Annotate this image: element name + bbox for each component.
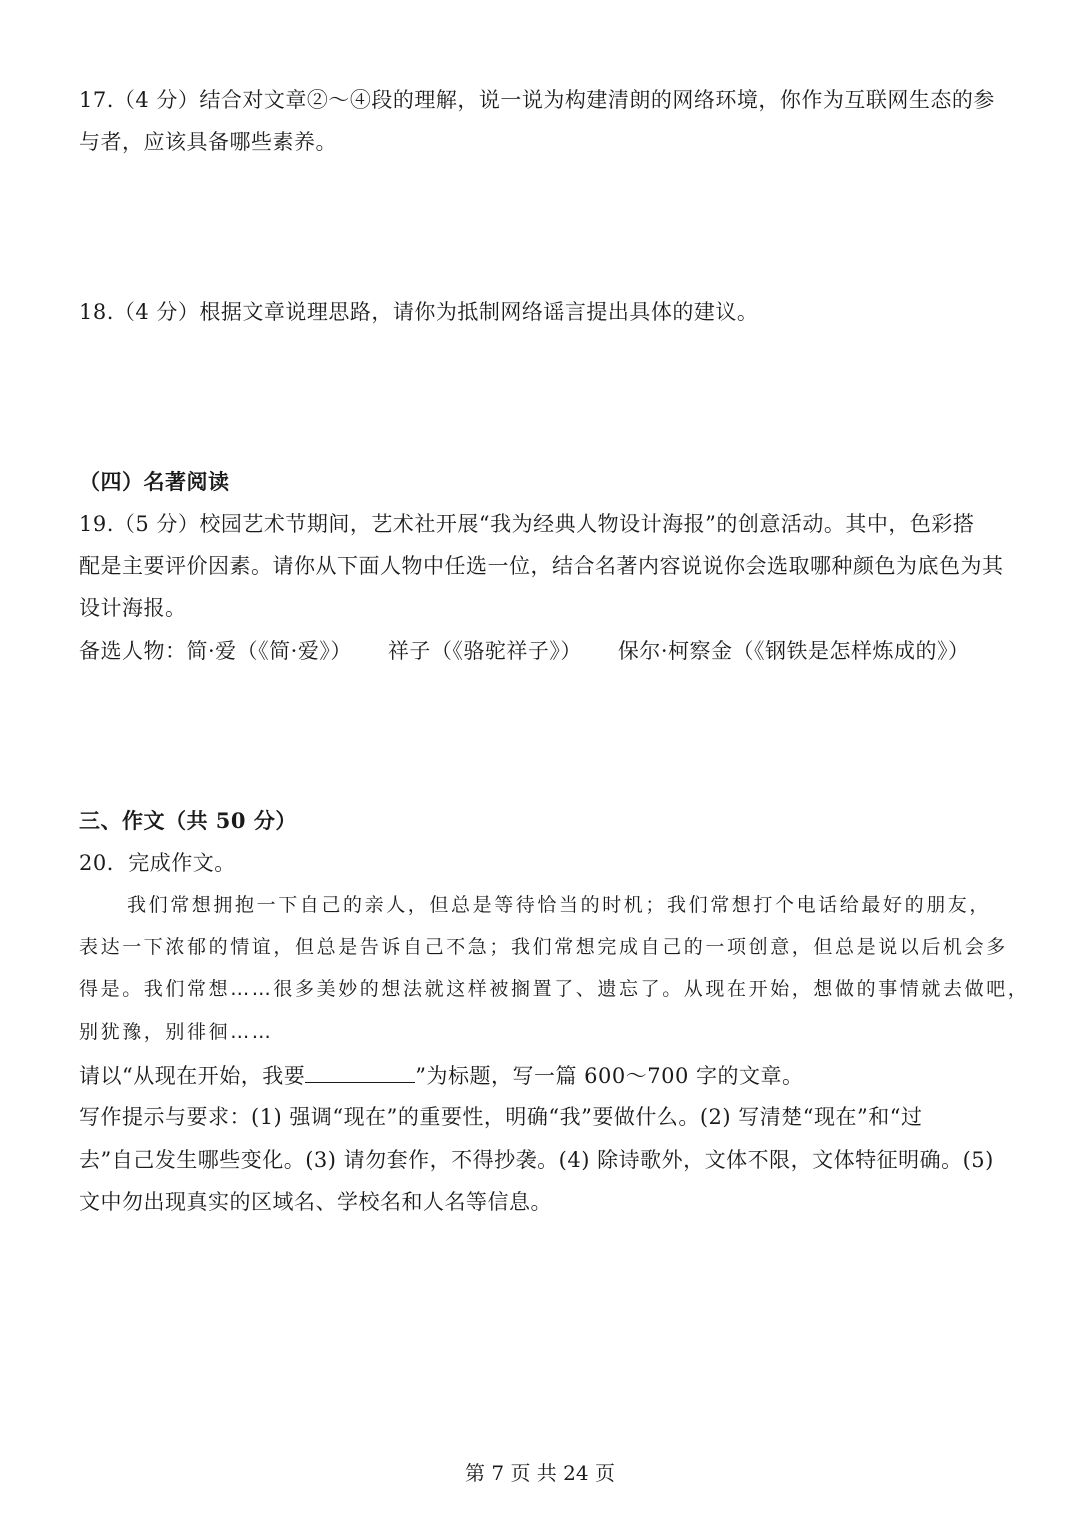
instruction-after-blank: ”为标题，写一篇 600～700 字的文章。 <box>415 1064 804 1088</box>
prompt-line: 别犹豫，别徘徊…… <box>79 1021 274 1043</box>
question-19-options <box>79 636 970 666</box>
instruction-before-blank: 请以“从现在开始，我要 <box>79 1064 306 1088</box>
question-17-line-2: 与者，应该具备哪些素养。 <box>79 130 337 154</box>
prompt-line: 得是。我们常想……很多美妙的想法就这样被搁置了、遗忘了。从现在开始，想做的事情就去做吧， <box>79 978 1030 1000</box>
question-19-line-1: 19.（5 分）校园艺术节期间，艺术社开展“我为经典人物设计海报”的创意活动。其中，色彩搭 <box>79 512 975 536</box>
prompt-line: 我们常想拥抱一下自己的亲人，但总是等待恰当的时机；我们常想打个电话给最好的朋友， <box>127 894 992 916</box>
question-17-line-1: 17.（4 分）结合对文章②～④段的理解，说一说为构建清朗的网络环境，你作为互联网生态的参 <box>79 88 995 112</box>
prompt-line: 表达一下浓郁的情谊，但总是告诉自己不急；我们常想完成自己的一项创意，但总是说以后机会多 <box>79 936 1008 958</box>
question-19-line-2: 配是主要评价因素。请你从下面人物中任选一位，结合名著内容说说你会选取哪种颜色为底色为其 <box>79 554 1004 578</box>
requirements-line: 写作提示与要求：(1) 强调“现在”的重要性，明确“我”要做什么。(2) 写清楚“现在”和“过 <box>79 1105 923 1129</box>
question-19-line-3: 设计海报。 <box>79 596 187 620</box>
option-xiangzi: 祥子（《骆驼祥子》） <box>387 639 582 663</box>
question-18-line-1: 18.（4 分）根据文章说理思路，请你为抵制网络谣言提出具体的建议。 <box>79 300 759 324</box>
title-blank <box>305 1060 415 1083</box>
options-label: 备选人物： <box>79 639 187 663</box>
question-20-title: 20．完成作文。 <box>79 851 236 875</box>
requirements-line: 去”自己发生哪些变化。(3) 请勿套作，不得抄袭。(4) 除诗歌外，文体不限，文体特征明确。(5) <box>79 1148 994 1172</box>
option-jane-eyre: 简·爱（《简·爱》） <box>186 639 352 663</box>
composition-instruction <box>79 1060 804 1091</box>
section-heading-classics-reading: （四）名著阅读 <box>79 469 230 494</box>
section-heading-composition: 三、作文（共 50 分） <box>79 808 297 833</box>
page-number: 第 7 页 共 24 页 <box>465 1461 615 1485</box>
option-pavel-korchagin: 保尔·柯察金（《钢铁是怎样炼成的》） <box>617 639 970 663</box>
requirements-line: 文中勿出现真实的区域名、学校名和人名等信息。 <box>79 1190 552 1214</box>
